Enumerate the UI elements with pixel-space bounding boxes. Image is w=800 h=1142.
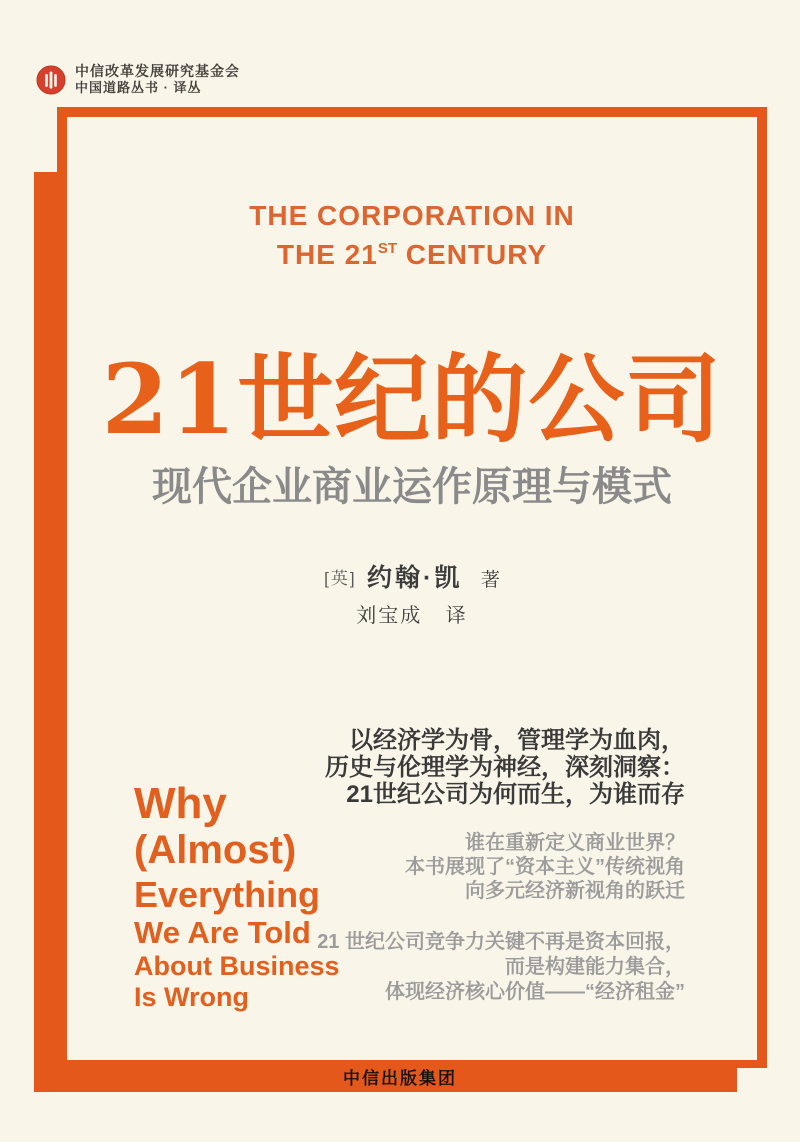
blurb-gray1-line: 向多元经济新视角的跃迁 [465, 880, 685, 902]
author-origin: [英] [324, 569, 357, 588]
frame-right-bar [757, 107, 767, 1068]
tagline-line3: Everything [134, 874, 321, 915]
publisher-name: 中信出版集团 [343, 1069, 457, 1088]
blurb-gray2-line: 体现经济核心价值——“经济租金” [385, 981, 685, 1003]
translator-role: 译 [445, 605, 468, 627]
author-role: 著 [480, 570, 500, 591]
frame-left-thick-bar [34, 172, 67, 1092]
blurb-gray1-line: 谁在重新定义商业世界？ [465, 832, 685, 854]
series-line2: 中国道路丛书 · 译丛 [75, 80, 202, 95]
citic-foundation-seal-icon [36, 65, 66, 95]
ordinal-superscript: ST [377, 240, 398, 257]
series-line1: 中信改革发展研究基金会 [75, 63, 240, 79]
english-title-line1: THE CORPORATION IN [249, 200, 575, 231]
tagline-line6: Is Wrong [134, 982, 250, 1012]
english-tagline [134, 781, 340, 1012]
blurb-bold-line: 以经济学为骨，管理学为血肉， [349, 727, 685, 754]
translator-name: 刘宝成 [356, 605, 423, 627]
frame-left-thin-bar [57, 107, 67, 172]
blurb-gray1-line: 本书展现了“资本主义”传统视角 [405, 856, 685, 878]
author-name: 约翰·凯 [367, 564, 463, 592]
subtitle: 现代企业商业运作原理与模式 [152, 465, 672, 509]
tagline-line2: (Almost) [134, 828, 297, 872]
frame-top-bar [57, 107, 767, 117]
blurb-bold-line: 历史与伦理学为神经，深刻洞察： [325, 754, 685, 781]
tagline-line1: Why [134, 779, 227, 828]
english-title [67, 196, 757, 274]
blurb-gray-2 [317, 930, 685, 1005]
series-header [36, 63, 240, 96]
tagline-line4: We Are Told [134, 915, 311, 950]
main-title: 21世纪的公司 [101, 343, 723, 456]
blurb-gray2-line: 21 世纪公司竞争力关键不再是资本回报， [317, 931, 685, 953]
blurb-bold [325, 727, 685, 808]
tagline-line5: About Business [134, 951, 340, 981]
series-title [75, 63, 240, 96]
translator-line [67, 599, 757, 628]
blurb-bold-line: 21世纪公司为何而生，为谁而存 [346, 781, 685, 808]
author-line [67, 558, 757, 594]
english-title-line2: THE 21ST CENTURY [276, 239, 548, 270]
blurb-gray2-line: 而是构建能力集合， [505, 956, 685, 978]
blurb-gray-1 [405, 831, 685, 903]
